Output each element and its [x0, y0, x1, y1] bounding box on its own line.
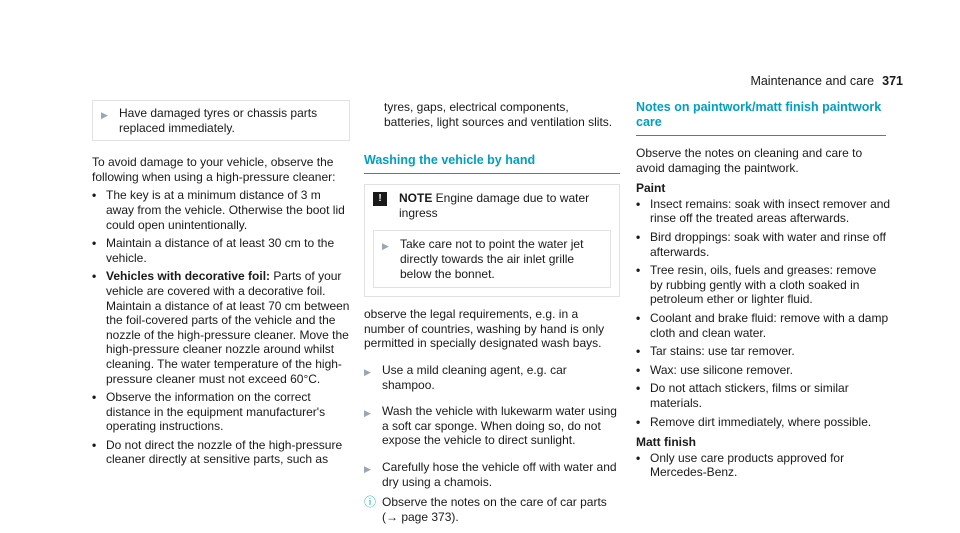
bullet-icon: • [636, 344, 641, 359]
list-item: • The key is at a minimum distance of 3 m away from the vehicle. Otherwise the boot lid could open unintentionally. [92, 188, 345, 232]
bullet-icon: • [92, 437, 97, 452]
section-title: Maintenance and care [750, 74, 875, 88]
bullet-list [92, 188, 350, 467]
paragraph: observe the legal requirements, e.g. in a number of countries, washing by hand is only permitted in specially designated wash bays. [364, 307, 605, 351]
list-item: • Tree resin, oils, fuels and greases: remove by rubbing gently with a cloth soaked in petroleum ether or lighter fluid. [636, 263, 877, 307]
page-header [750, 74, 903, 88]
bullet-icon: • [92, 269, 97, 284]
intro-text: Observe the notes on cleaning and care to avoid damaging the paintwork. [636, 146, 863, 175]
subheading-paint: Paint [636, 181, 666, 196]
list-item: • Do not attach stickers, films or similar materials. [636, 381, 849, 410]
bullet-icon: • [636, 196, 641, 211]
bullet-icon: • [636, 229, 641, 244]
note-label: NOTE [399, 191, 433, 206]
bullet-icon: • [636, 381, 641, 396]
intro-text: To avoid damage to your vehicle, observe the following when using a high-pressure cleaner: [92, 155, 336, 184]
list-item: • Wax: use silicone remover. [636, 362, 793, 377]
bullet-icon: • [636, 362, 641, 377]
bullet-icon: • [92, 188, 97, 203]
info-icon: ⓘ [364, 495, 377, 510]
note-action: ▶ Take care not to point the water jet directly towards the air inlet grille below the bonnet. [373, 230, 611, 288]
subheading-matt: Matt finish [636, 435, 696, 450]
bullet-icon: • [636, 263, 641, 278]
section-heading: Notes on paintwork/matt finish paintwork care [636, 100, 886, 136]
action-arrow-icon: ▶ [364, 463, 371, 474]
info-note: ⓘ Observe the notes on the care of car parts (→ page 373). [364, 495, 607, 524]
list-item: • Vehicles with decorative foil: Parts of your vehicle are covered with a decorative foil. Maintain a distance of at least 70 cm between the foil-covered parts of the vehicle and the nozzle of the high-pressure cleaner. Move the high-pressure cleaner nozzle around whilst cleaning. The water temperature of the high-pressure cleaner must not exceed 60°C. [92, 269, 350, 386]
column-1 [92, 100, 350, 467]
step-item: ▶ Use a mild cleaning agent, e.g. car shampoo. [364, 362, 567, 392]
action-arrow-icon: ▶ [364, 408, 371, 419]
action-arrow-icon: ▶ [364, 366, 371, 377]
bullet-icon: • [92, 236, 97, 251]
step-item: ▶ Carefully hose the vehicle off with water and dry using a chamois. [364, 459, 617, 489]
list-item: • Only use care products approved for Mercedes-Benz. [636, 450, 845, 480]
bullet-icon: • [92, 390, 97, 405]
bullet-icon: • [636, 310, 641, 325]
matt-list [636, 451, 892, 480]
list-item: • Remove dirt immediately, where possible. [636, 414, 872, 429]
action-text: Have damaged tyres or chassis parts replaced immediately. [119, 106, 318, 135]
list-item: • Do not direct the nozzle of the high-pressure cleaner directly at sensitive parts, such as [92, 437, 343, 467]
note-box [364, 184, 620, 297]
note-title: Engine damage due to water ingress [399, 191, 590, 220]
action-arrow-icon: ▶ [382, 241, 389, 252]
bullet-icon: • [636, 450, 641, 465]
continuation-text: tyres, gaps, electrical components, batteries, light sources and ventilation slits. [384, 100, 613, 129]
list-item: • Bird droppings: soak with water and rinse off afterwards. [636, 229, 886, 259]
bullet-icon: • [636, 414, 641, 429]
list-item: • Tar stains: use tar remover. [636, 344, 795, 359]
list-item: • Insect remains: soak with insect remover and rinse off the treated areas afterwards. [636, 196, 891, 226]
paint-list [636, 197, 892, 429]
action-box [92, 100, 350, 141]
column-3 [636, 100, 892, 480]
section-heading: Washing the vehicle by hand [364, 153, 620, 174]
list-item: • Coolant and brake fluid: remove with a damp cloth and clean water. [636, 310, 889, 340]
list-item: • Observe the information on the correct distance in the equipment manufacturer's operating instructions. [92, 390, 326, 434]
warning-icon: ! [373, 192, 387, 206]
list-item: • Maintain a distance of at least 30 cm to the vehicle. [92, 236, 335, 265]
column-2 [364, 100, 620, 524]
step-item: ▶ Wash the vehicle with lukewarm water using a soft car sponge. When doing so, do not expose the vehicle to direct sunlight. [364, 404, 617, 448]
action-arrow-icon: ▶ [101, 110, 108, 120]
page-number: 371 [882, 74, 903, 88]
